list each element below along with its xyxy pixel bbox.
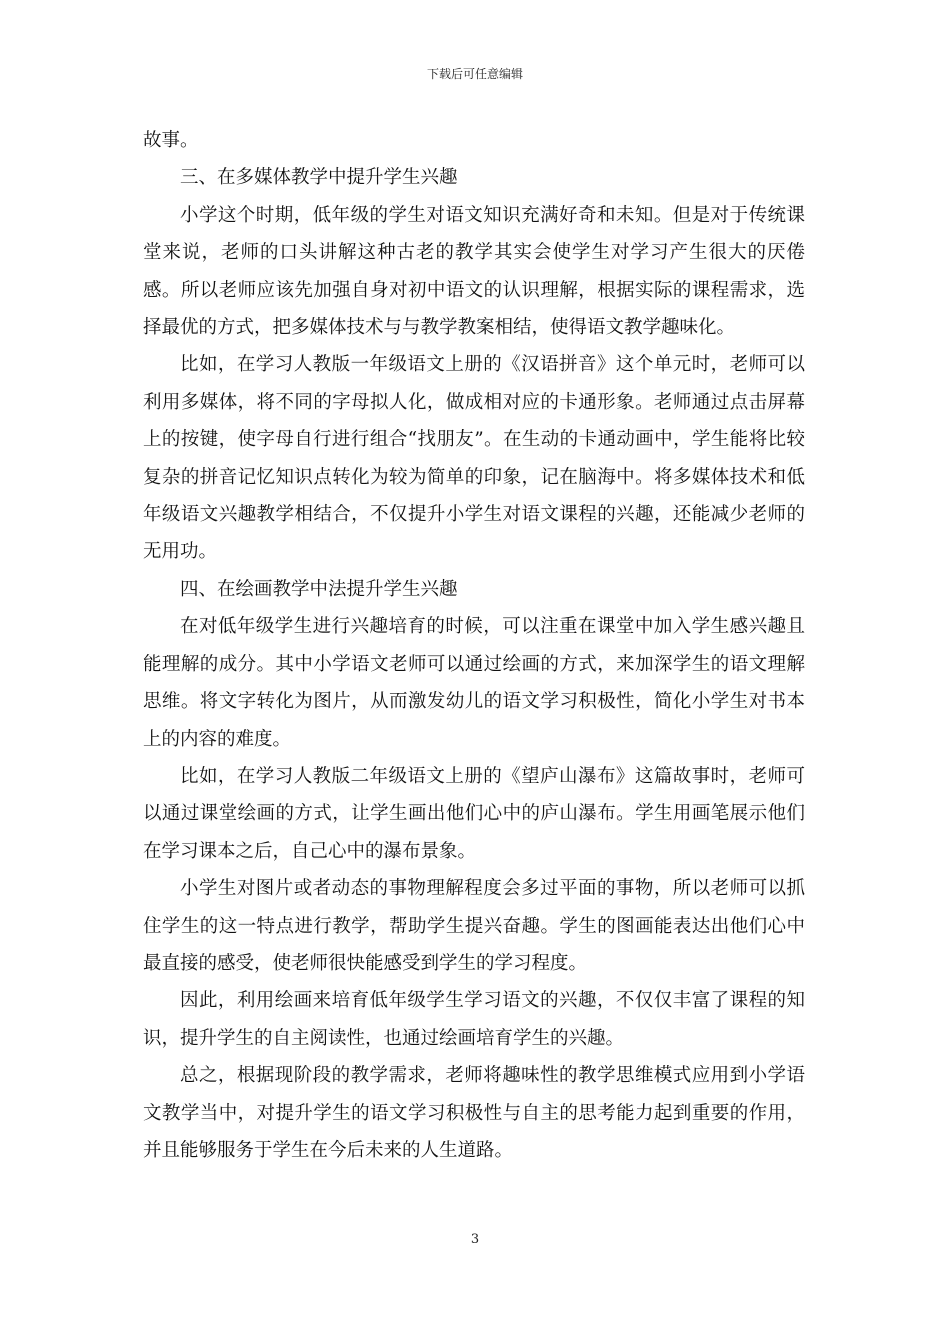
paragraph-7: 因此，利用绘画来培育低年级学生学习语文的兴趣，不仅仅丰富了课程的知识，提升学生的自主阅读性，也通过绘画培育学生的兴趣。	[143, 990, 805, 1049]
paragraph-3: 比如，在学习人教版一年级语文上册的《汉语拼音》这个单元时，老师可以利用多媒体，将不同的字母拟人化，做成相对应的卡通形象。老师通过点击屏幕上的按键，使字母自行进行组合“找朋友”。在生动的卡通动画中，学生能将比较复杂的拼音记忆知识点转化为较为简单的印象，记在脑海中。将多媒体技术和低年级语文兴趣教学相结合，不仅提升小学生对语文课程的兴趣，还能减少老师的无用功。	[143, 354, 805, 563]
paragraph-4: 在对低年级学生进行兴趣培育的时候，可以注重在课堂中加入学生感兴趣且能理解的成分。其中小学语文老师可以通过绘画的方式，来加深学生的语文理解思维。将文字转化为图片，从而激发幼儿的语文学习积极性，简化小学生对书本上的内容的难度。	[143, 616, 805, 750]
document-body	[143, 122, 805, 1169]
paragraph-6: 小学生对图片或者动态的事物理解程度会多过平面的事物，所以老师可以抓住学生的这一特点进行教学，帮助学生提兴奋趣。学生的图画能表达出他们心中最直接的感受，使老师很快能感受到学生的学习程度。	[143, 878, 805, 974]
paragraph-1: 故事。	[143, 130, 199, 151]
paragraph-8: 总之，根据现阶段的教学需求，老师将趣味性的教学思维模式应用到小学语文教学当中，对提升学生的语文学习积极性与自主的思考能力起到重要的作用，并且能够服务于学生在今后未来的人生道路。	[143, 1065, 805, 1161]
page-header: 下载后可任意编辑	[426, 67, 523, 81]
section-heading-3: 三、在多媒体教学中提升学生兴趣	[180, 167, 458, 189]
paragraph-5: 比如，在学习人教版二年级语文上册的《望庐山瀑布》这篇故事时，老师可以通过课堂绘画的方式，让学生画出他们心中的庐山瀑布。学生用画笔展示他们在学习课本之后，自己心中的瀑布景象。	[143, 765, 805, 862]
paragraph-2: 小学这个时期，低年级的学生对语文知识充满好奇和未知。但是对于传统课堂来说，老师的口头讲解这种古老的教学其实会使学生对学习产生很大的厌倦感。所以老师应该先加强自身对初中语文的认识理解，根据实际的课程需求，选择最优的方式，把多媒体技术与与教学教案相结，使得语文教学趣味化。	[143, 204, 805, 339]
section-heading-4: 四、在绘画教学中法提升学生兴趣	[180, 578, 458, 600]
page-number: 3	[470, 1232, 480, 1247]
